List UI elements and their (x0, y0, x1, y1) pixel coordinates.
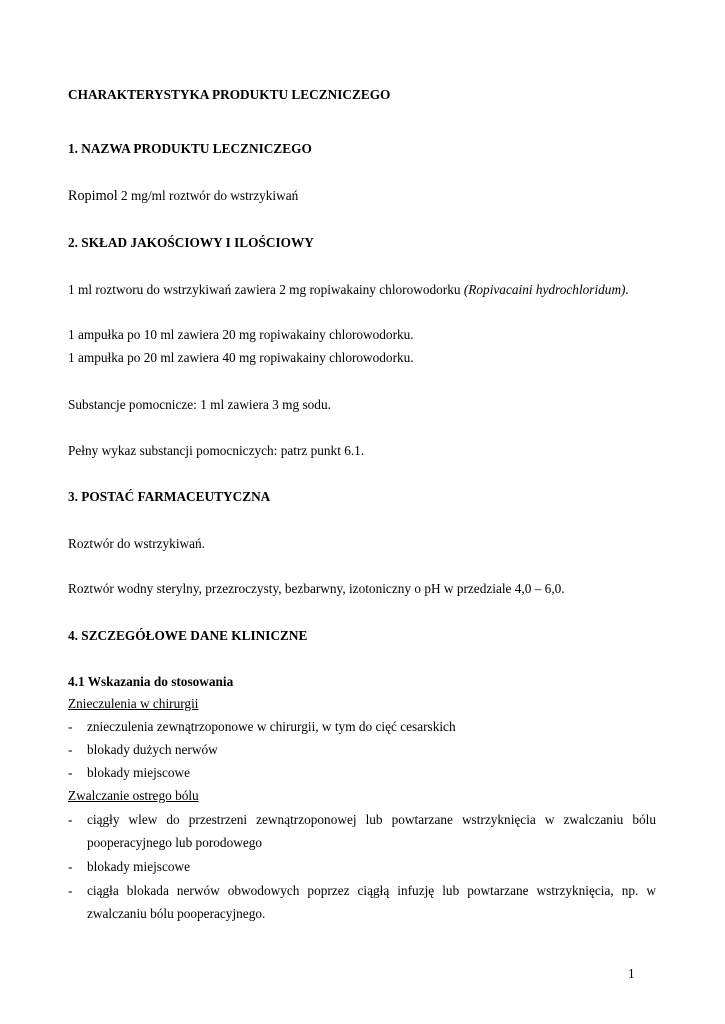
list-item-continuation: pooperacyjnego lub porodowego (87, 835, 263, 850)
list-item: ciągły wlew do przestrzeni zewnątrzoponowej lub powtarzane wstrzyknięcia w zwalczaniu bólu (87, 812, 656, 827)
section-1-heading: 1. NAZWA PRODUKTU LECZNICZEGO (68, 141, 312, 156)
page-number: 1 (628, 966, 635, 981)
section-2-heading: 2. SKŁAD JAKOŚCIOWY I ILOŚCIOWY (68, 235, 314, 250)
composition-main: 1 ml roztworu do wstrzykiwań zawiera 2 mg ropiwakainy chlorowodorku (68, 282, 464, 297)
excipients-text: Substancje pomocnicze: 1 ml zawiera 3 mg sodu. (68, 397, 331, 412)
list-dash: - (68, 719, 73, 734)
section-3-heading: 3. POSTAĆ FARMACEUTYCZNA (68, 489, 271, 504)
group-surgery-heading: Znieczulenia w chirurgii (68, 696, 199, 711)
list-item: ciągła blokada nerwów obwodowych poprzez ciągłą infuzję lub powtarzane wstrzyknięcia, np. w (87, 883, 656, 898)
list-dash: - (68, 765, 73, 780)
excipients-list-text: Pełny wykaz substancji pomocniczych: patrz punkt 6.1. (68, 443, 365, 458)
form-text: Roztwór do wstrzykiwań. (68, 536, 206, 551)
section-4-heading: 4. SZCZEGÓŁOWE DANE KLINICZNE (68, 628, 308, 643)
list-item: znieczulenia zewnątrzoponowe w chirurgii, w tym do cięć cesarskich (87, 719, 456, 734)
document-title: CHARAKTERYSTYKA PRODUKTU LECZNICZEGO (68, 87, 391, 102)
list-dash: - (68, 859, 73, 874)
product-name (68, 187, 298, 205)
product-name-rest: 2 mg/ml roztwór do wstrzykiwań (117, 188, 299, 203)
list-item: blokady miejscowe (87, 765, 191, 780)
ampoule-20ml-text: 1 ampułka po 20 ml zawiera 40 mg ropiwakainy chlorowodorku. (68, 350, 414, 365)
list-dash: - (68, 883, 73, 898)
form-description: Roztwór wodny sterylny, przezroczysty, bezbarwny, izotoniczny o pH w przedziale 4,0 – 6,0. (68, 581, 565, 596)
list-item: blokady miejscowe (87, 859, 191, 874)
list-item: blokady dużych nerwów (87, 742, 218, 757)
composition-text (68, 281, 629, 299)
subsection-4-1-heading: 4.1 Wskazania do stosowania (68, 674, 234, 689)
list-dash: - (68, 812, 73, 827)
group-acute-pain-heading: Zwalczanie ostrego bólu (68, 788, 199, 803)
composition-latin: (Ropivacaini hydrochloridum). (463, 282, 629, 297)
ampoule-10ml-text: 1 ampułka po 10 ml zawiera 20 mg ropiwakainy chlorowodorku. (68, 327, 414, 342)
product-name-brand: Ropimol (68, 188, 118, 204)
list-item-continuation: zwalczaniu bólu pooperacyjnego. (87, 906, 266, 921)
list-dash: - (68, 742, 73, 757)
